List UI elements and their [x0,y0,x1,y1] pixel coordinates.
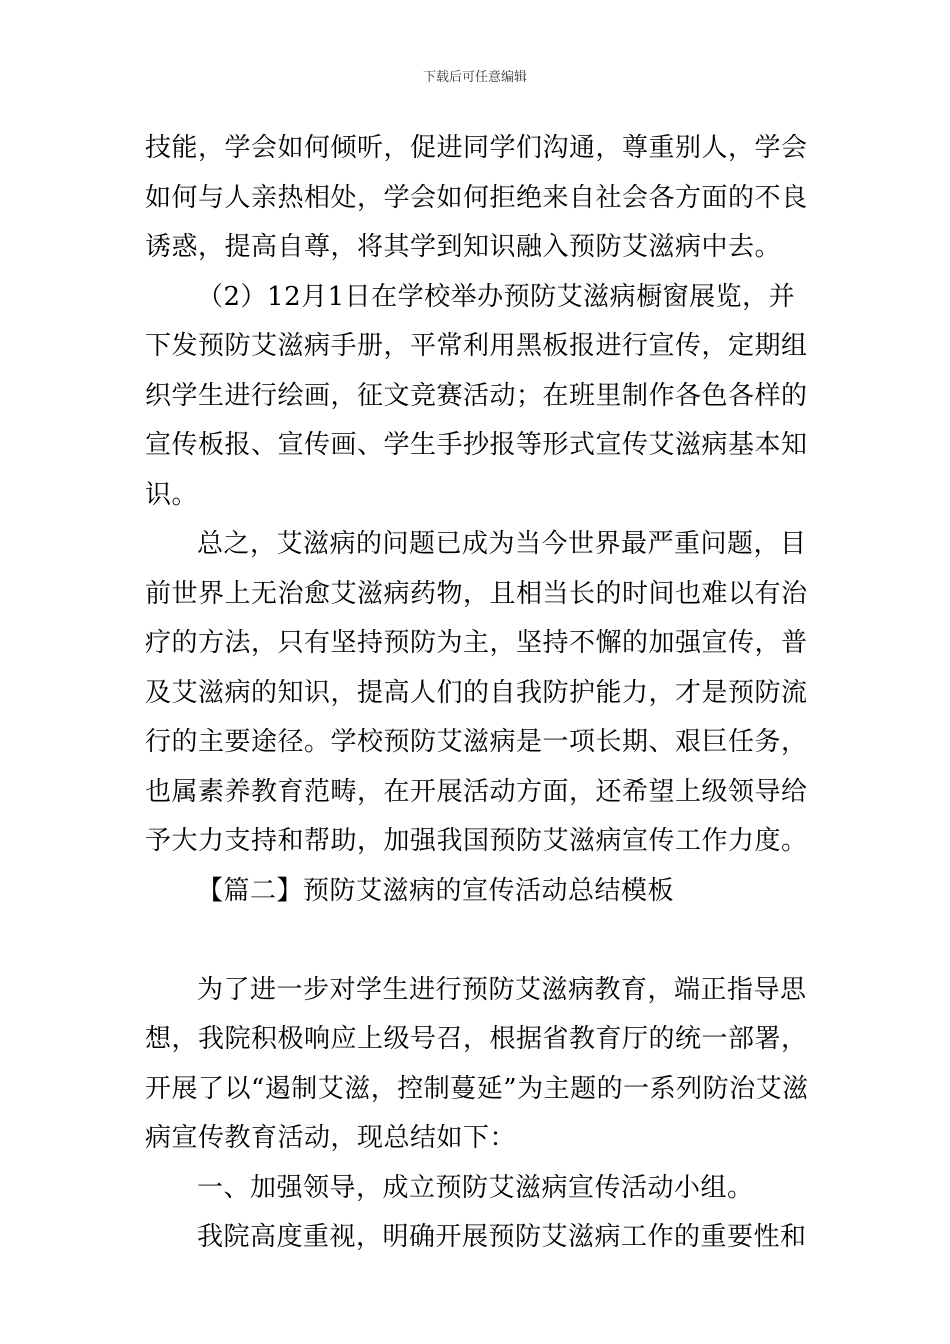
document-body [145,124,810,1263]
paragraph-6: 我院高度重视，明确开展预防艾滋病工作的重要性和 [197,1222,807,1252]
paragraph-4: 为了进一步对学生进行预防艾滋病教育，端正指导思想，我院积极响应上级号召，根据省教育厅的统一部署，开展了以“遏制艾滋，控制蔓延”为主题的一系列防治艾滋病宣传教育活动，现总结如下： [145,974,809,1153]
blank-line [145,916,810,966]
paragraph-5: 一、加强领导，成立预防艾滋病宣传活动小组。 [197,1172,754,1203]
section-heading: 【篇二】预防艾滋病的宣传活动总结模板 [197,875,675,906]
paragraph-3: 总之，艾滋病的问题已成为当今世界最严重问题，目前世界上无治愈艾滋病药物，且相当长的时间也难以有治疗的方法，只有坚持预防为主，坚持不懈的加强宣传，普及艾滋病的知识，提高人们的自我防护能力，才是预防流行的主要途径。学校预防艾滋病是一项长期、艰巨任务，也属素养教育范畴，在开展活动方面，还希望上级领导给予大力支持和帮助，加强我国预防艾滋病宣传工作力度。 [145,529,808,856]
paragraph-1: 技能，学会如何倾听，促进同学们沟通，尊重别人，学会如何与人亲热相处，学会如何拒绝来自社会各方面的不良诱惑，提高自尊，将其学到知识融入预防艾滋病中去。 [145,133,808,262]
page-header: 下载后可任意编辑 [422,70,527,85]
paragraph-2: （2）12月1日在学校举办预防艾滋病橱窗展览，并下发预防艾滋病手册，平常利用黑板报进行宣传，定期组织学生进行绘画，征文竞赛活动；在班里制作各色各样的宣传板报、宣传画、学生手抄报等形式宣传艾滋病基本知识。 [145,281,808,510]
